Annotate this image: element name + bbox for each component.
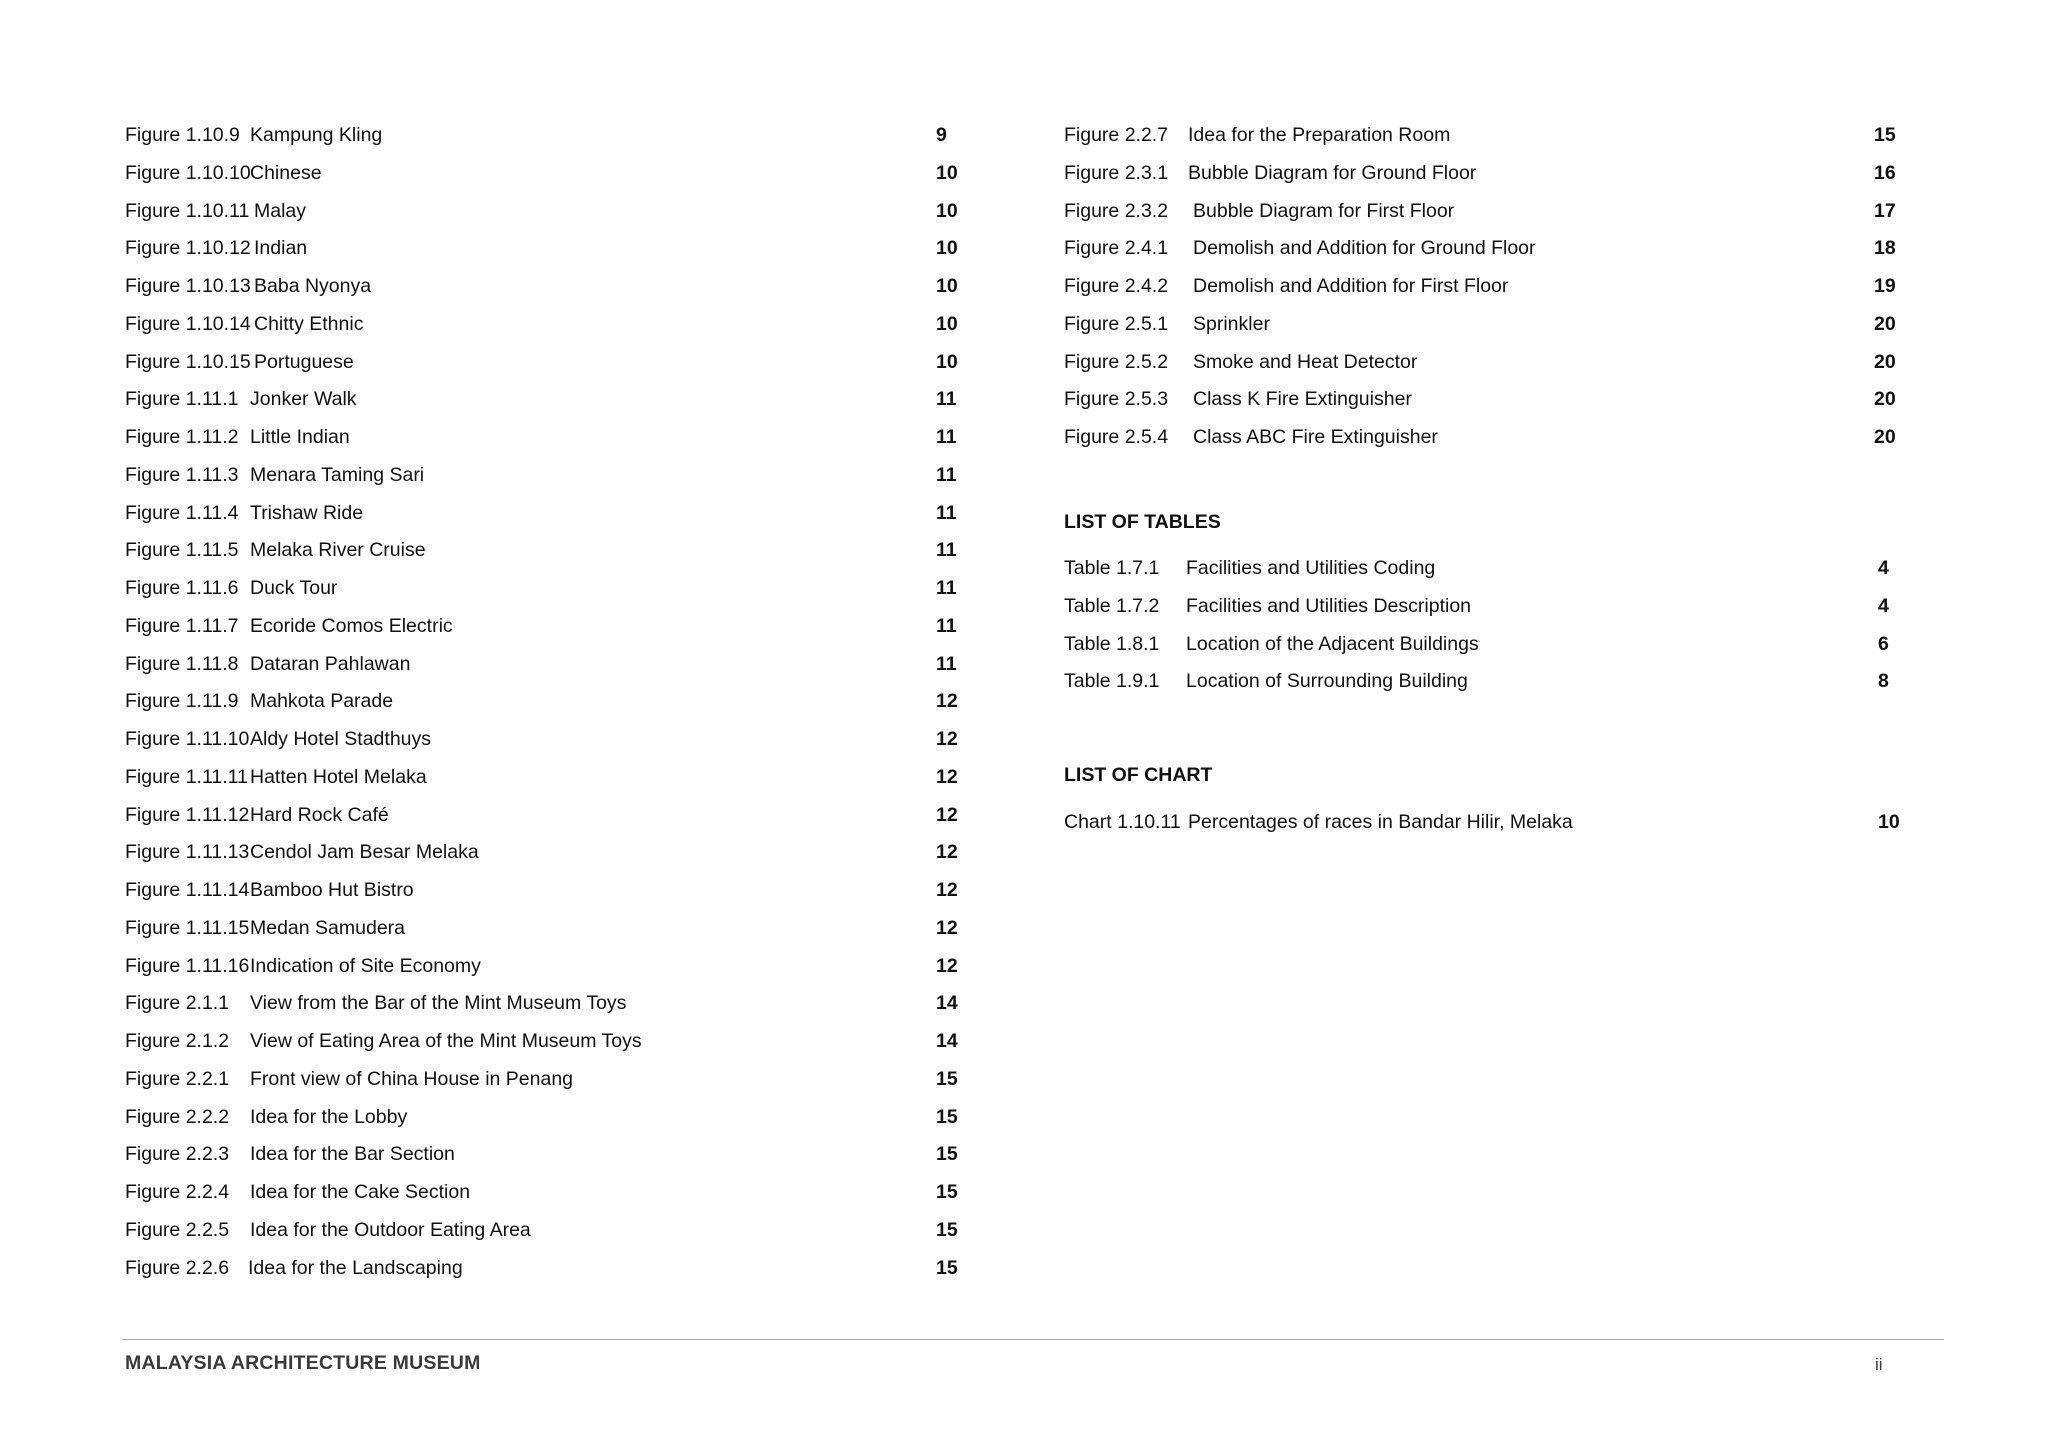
entry-page: 16 — [1874, 161, 1896, 184]
entry-number: Figure 2.1.2 — [125, 1030, 230, 1052]
entry-page: 12 — [936, 803, 958, 826]
entry-page: 11 — [936, 577, 957, 599]
list-item — [125, 419, 965, 457]
entry-title: Idea for the Lobby — [250, 1105, 408, 1128]
entry-page: 15 — [936, 1181, 958, 1203]
entry-title: Portuguese — [254, 350, 354, 373]
entry-number: Figure 2.4.2 — [1064, 275, 1169, 297]
chart-list — [1064, 804, 1914, 842]
entry-number: Figure 1.10.10 — [125, 161, 251, 184]
list-item — [1064, 550, 1914, 588]
entry-number: Figure 1.11.6 — [125, 577, 239, 599]
entry-title: Hatten Hotel Melaka — [250, 765, 427, 788]
entry-title: Dataran Pahlawan — [250, 652, 411, 675]
entry-title: Cendol Jam Besar Melaka — [250, 841, 479, 864]
entry-title: Ecoride Comos Electric — [250, 614, 453, 637]
entry-number: Figure 1.10.9 — [125, 124, 240, 146]
entry-title: Front view of China House in Penang — [250, 1067, 574, 1090]
entry-number: Figure 2.2.7 — [1064, 124, 1169, 146]
entry-page: 10 — [1878, 811, 1900, 833]
entry-number: Figure 2.2.3 — [125, 1143, 230, 1166]
list-item — [1064, 268, 1914, 306]
entry-number: Figure 1.11.14 — [125, 879, 250, 901]
list-item — [125, 230, 965, 268]
footer-title: MALAYSIA ARCHITECTURE MUSEUM — [125, 1352, 481, 1374]
list-item — [1064, 306, 1914, 344]
entry-page: 12 — [936, 841, 958, 864]
list-item — [1064, 230, 1914, 268]
footer-divider — [122, 1339, 1944, 1340]
entry-number: Figure 2.5.4 — [1064, 426, 1169, 448]
entry-number: Figure 1.11.1 — [125, 388, 239, 411]
entry-number: Table 1.7.2 — [1064, 594, 1160, 617]
entry-number: Figure 2.2.2 — [125, 1105, 230, 1128]
entry-title: Demolish and Addition for Ground Floor — [1193, 237, 1536, 260]
list-item — [125, 495, 965, 533]
list-item — [1064, 663, 1914, 701]
entry-title: Indication of Site Economy — [250, 954, 481, 977]
entry-number: Figure 2.1.1 — [125, 992, 230, 1015]
entry-number: Figure 1.11.3 — [125, 463, 239, 486]
entry-page: 12 — [936, 765, 958, 788]
list-item — [125, 1099, 965, 1137]
entry-title: Baba Nyonya — [254, 275, 372, 297]
list-item — [125, 1174, 965, 1212]
entry-page: 15 — [936, 1256, 958, 1279]
list-of-chart-heading: LIST OF CHART — [1064, 764, 1213, 786]
entry-page: 19 — [1874, 275, 1896, 297]
entry-page: 15 — [936, 1067, 958, 1090]
entry-number: Figure 2.3.1 — [1064, 161, 1169, 184]
entry-title: Hard Rock Café — [250, 803, 389, 826]
list-item — [1064, 155, 1914, 193]
entry-number: Figure 1.11.9 — [125, 690, 239, 713]
list-item — [125, 381, 965, 419]
figure-list-right — [1064, 117, 1914, 457]
entry-title: Idea for the Bar Section — [250, 1143, 455, 1166]
entry-page: 8 — [1878, 670, 1889, 693]
list-item — [1064, 381, 1914, 419]
entry-title: Class ABC Fire Extinguisher — [1193, 426, 1438, 448]
entry-page: 12 — [936, 954, 958, 977]
list-item — [125, 797, 965, 835]
entry-title: Aldy Hotel Stadthuys — [250, 728, 432, 750]
entry-number: Figure 1.10.15 — [125, 350, 251, 373]
entry-number: Figure 1.11.12 — [125, 803, 250, 826]
entry-title: Little Indian — [250, 426, 350, 448]
entry-title: Location of Surrounding Building — [1186, 670, 1468, 693]
entry-number: Figure 1.11.15 — [125, 916, 250, 939]
entry-page: 9 — [936, 124, 947, 146]
entry-page: 12 — [936, 690, 958, 713]
list-item — [1064, 626, 1914, 664]
entry-number: Figure 1.11.7 — [125, 614, 239, 637]
entry-number: Figure 1.10.12 — [125, 237, 251, 260]
entry-number: Table 1.8.1 — [1064, 632, 1160, 655]
entry-page: 11 — [936, 388, 957, 411]
entry-number: Figure 2.5.1 — [1064, 312, 1169, 335]
entry-page: 14 — [936, 992, 958, 1015]
entry-page: 18 — [1874, 237, 1896, 260]
list-item — [125, 910, 965, 948]
entry-title: Jonker Walk — [250, 388, 357, 411]
entry-page: 17 — [1874, 199, 1896, 222]
list-item — [125, 268, 965, 306]
entry-page: 15 — [936, 1218, 958, 1241]
entry-number: Figure 1.10.11 — [125, 199, 250, 222]
entry-title: Bubble Diagram for Ground Floor — [1188, 161, 1477, 184]
entry-page: 4 — [1878, 594, 1889, 617]
entry-page: 11 — [936, 463, 957, 486]
entry-page: 20 — [1874, 350, 1896, 373]
list-item — [125, 457, 965, 495]
entry-title: Idea for the Outdoor Eating Area — [250, 1218, 531, 1241]
entry-title: Sprinkler — [1193, 312, 1270, 335]
entry-number: Figure 1.11.4 — [125, 501, 239, 524]
entry-title: Location of the Adjacent Buildings — [1186, 632, 1479, 655]
entry-page: 15 — [1874, 124, 1896, 146]
entry-number: Figure 2.4.1 — [1064, 237, 1169, 260]
entry-title: Medan Samudera — [250, 916, 406, 939]
entry-title: Facilities and Utilities Description — [1186, 594, 1472, 617]
entry-page: 10 — [936, 161, 958, 184]
entry-title: Trishaw Ride — [250, 501, 364, 524]
entry-title: Demolish and Addition for First Floor — [1193, 275, 1509, 297]
table-list — [1064, 550, 1914, 701]
list-item — [125, 834, 965, 872]
list-item — [125, 683, 965, 721]
entry-page: 10 — [936, 199, 958, 222]
list-of-tables-heading: LIST OF TABLES — [1064, 511, 1221, 533]
entry-page: 10 — [936, 312, 958, 335]
entry-page: 11 — [936, 539, 957, 562]
entry-number: Figure 2.2.6 — [125, 1256, 230, 1279]
entry-title: View of Eating Area of the Mint Museum Toys — [250, 1030, 642, 1052]
list-item — [125, 872, 965, 910]
entry-title: Chinese — [250, 161, 322, 184]
list-item — [125, 948, 965, 986]
entry-title: Percentages of races in Bandar Hilir, Melaka — [1188, 811, 1573, 833]
figure-list-left — [125, 117, 965, 1287]
entry-number: Figure 1.11.11 — [125, 765, 248, 788]
entry-page: 15 — [936, 1105, 958, 1128]
entry-number: Figure 2.3.2 — [1064, 199, 1169, 222]
entry-number: Figure 2.5.2 — [1064, 350, 1169, 373]
entry-title: Duck Tour — [250, 577, 338, 599]
entry-number: Figure 1.10.14 — [125, 312, 251, 335]
entry-number: Figure 2.5.3 — [1064, 388, 1169, 411]
entry-page: 14 — [936, 1030, 958, 1052]
entry-number: Figure 1.11.8 — [125, 652, 239, 675]
entry-title: Menara Taming Sari — [250, 463, 425, 486]
entry-page: 4 — [1878, 557, 1889, 579]
entry-page: 12 — [936, 879, 958, 901]
list-item — [125, 306, 965, 344]
entry-title: Class K Fire Extinguisher — [1193, 388, 1412, 411]
list-item — [125, 1250, 965, 1288]
list-item — [1064, 419, 1914, 457]
list-item — [125, 1023, 965, 1061]
entry-page: 11 — [936, 501, 957, 524]
list-item — [125, 1212, 965, 1250]
entry-number: Figure 1.11.10 — [125, 728, 250, 750]
entry-page: 11 — [936, 614, 957, 637]
entry-number: Chart 1.10.11 — [1064, 811, 1181, 833]
list-item — [1064, 588, 1914, 626]
entry-page: 20 — [1874, 388, 1896, 411]
entry-page: 20 — [1874, 426, 1896, 448]
entry-page: 12 — [936, 916, 958, 939]
entry-page: 20 — [1874, 312, 1896, 335]
entry-title: Facilities and Utilities Coding — [1186, 557, 1436, 579]
entry-number: Figure 1.11.13 — [125, 841, 250, 864]
entry-title: Chitty Ethnic — [254, 312, 364, 335]
list-item — [125, 155, 965, 193]
entry-title: Indian — [254, 237, 308, 260]
list-item — [1064, 804, 1914, 842]
entry-number: Figure 1.11.5 — [125, 539, 239, 562]
list-item — [1064, 117, 1914, 155]
list-item — [125, 721, 965, 759]
entry-title: Mahkota Parade — [250, 690, 394, 713]
list-item — [125, 985, 965, 1023]
entry-title: View from the Bar of the Mint Museum Toys — [250, 992, 627, 1015]
entry-title: Kampung Kling — [250, 124, 383, 146]
list-item — [125, 344, 965, 382]
entry-page: 11 — [936, 652, 957, 675]
entry-page: 15 — [936, 1143, 958, 1166]
entry-number: Table 1.9.1 — [1064, 670, 1160, 693]
entry-page: 10 — [936, 275, 958, 297]
list-item — [1064, 344, 1914, 382]
entry-page: 10 — [936, 350, 958, 373]
entry-page: 10 — [936, 237, 958, 260]
entry-title: Melaka River Cruise — [250, 539, 426, 562]
entry-number: Figure 1.11.16 — [125, 954, 250, 977]
entry-title: Bubble Diagram for First Floor — [1193, 199, 1455, 222]
entry-number: Figure 2.2.1 — [125, 1067, 230, 1090]
entry-title: Smoke and Heat Detector — [1193, 350, 1418, 373]
entry-page: 6 — [1878, 632, 1889, 655]
list-item — [125, 532, 965, 570]
entry-number: Figure 2.2.5 — [125, 1218, 230, 1241]
entry-title: Idea for the Landscaping — [248, 1256, 463, 1279]
entry-number: Table 1.7.1 — [1064, 557, 1160, 579]
list-item — [125, 193, 965, 231]
list-item — [125, 759, 965, 797]
entry-number: Figure 1.10.13 — [125, 275, 251, 297]
entry-number: Figure 1.11.2 — [125, 426, 239, 448]
entry-number: Figure 2.2.4 — [125, 1181, 230, 1203]
list-item — [1064, 193, 1914, 231]
list-item — [125, 117, 965, 155]
list-item — [125, 646, 965, 684]
list-item — [125, 1061, 965, 1099]
entry-page: 11 — [936, 426, 957, 448]
list-item — [125, 570, 965, 608]
list-item — [125, 1136, 965, 1174]
entry-title: Bamboo Hut Bistro — [250, 879, 414, 901]
entry-title: Idea for the Cake Section — [250, 1181, 471, 1203]
entry-title: Malay — [254, 199, 307, 222]
footer-page-number: ii — [1875, 1355, 1883, 1374]
entry-page: 12 — [936, 728, 958, 750]
entry-title: Idea for the Preparation Room — [1188, 124, 1451, 146]
list-item — [125, 608, 965, 646]
